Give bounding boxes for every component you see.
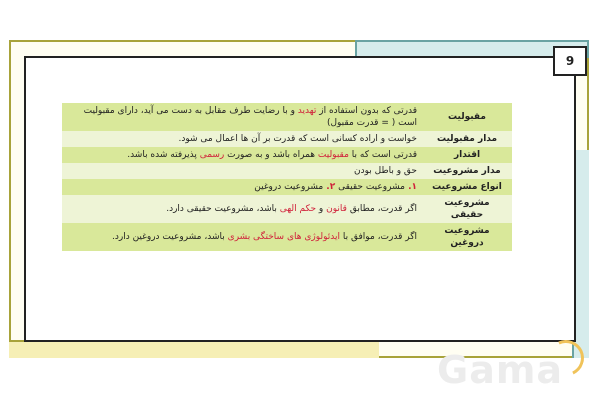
definition-text: پذیرفته شده باشد. [127,150,200,160]
definition-cell [62,179,422,195]
definition-cell [62,103,422,131]
definition-text: مشروعیت حقیقی [335,182,405,192]
highlighted-text: مقبولیت [317,150,349,160]
definition-text: حق و باطل بودن [354,166,417,176]
definitions-table [62,103,512,251]
definition-cell [62,131,422,147]
page-number: 9 [553,46,587,76]
table-row [62,223,512,251]
table-row [62,103,512,131]
highlighted-text: قانون [326,204,347,214]
definition-text: مشروعیت دروغین [254,182,324,192]
definition-cell [62,223,422,251]
definition-cell [62,163,422,179]
term-cell: مدار مقبولیت [422,131,512,147]
decor-bottom-band [9,340,379,358]
highlighted-text: رسمی [199,150,225,160]
table-row [62,147,512,163]
highlighted-text: تهدید [297,106,317,116]
term-cell: مشروعیت حقیقی [422,195,512,223]
table-row [62,163,512,179]
highlighted-text: ۲. [323,182,336,192]
highlighted-text: ۱. [404,182,417,192]
definition-text: و [316,204,327,214]
definition-text: اگر قدرت، موافق با [340,232,417,242]
table-row [62,195,512,223]
term-cell: انواع مشروعیت [422,179,512,195]
definition-text: باشد، مشروعیت حقیقی دارد. [166,204,280,214]
definition-text: همراه باشد و به صورت [224,150,318,160]
table-row [62,179,512,195]
definition-text: اگر قدرت، مطابق [346,204,417,214]
highlighted-text: حکم الهی [279,204,317,214]
definition-text: قدرتی که بدون استفاده از [316,106,417,116]
definition-text: خواست و اراده کسانی است که قدرت بر آن ها اعمال می شود. [178,134,417,144]
term-cell: مدار مشروعیت [422,163,512,179]
highlighted-text: ایدئولوژی های ساختگی بشری [227,232,341,242]
definition-cell [62,195,422,223]
table-row [62,131,512,147]
definition-text: باشد، مشروعیت دروغین دارد. [112,232,228,242]
term-cell: مقبولیت [422,103,512,131]
term-cell: مشروعیت دروغین [422,223,512,251]
definition-text: قدرتی است که با [348,150,417,160]
gama-logo: Gama [437,348,564,392]
definition-text: و با رضایت طرف مقابل به دست می آید، دارای مقبولیت است ( = قدرت مقبول) [83,106,417,128]
definition-cell [62,147,422,163]
term-cell: اقتدار [422,147,512,163]
